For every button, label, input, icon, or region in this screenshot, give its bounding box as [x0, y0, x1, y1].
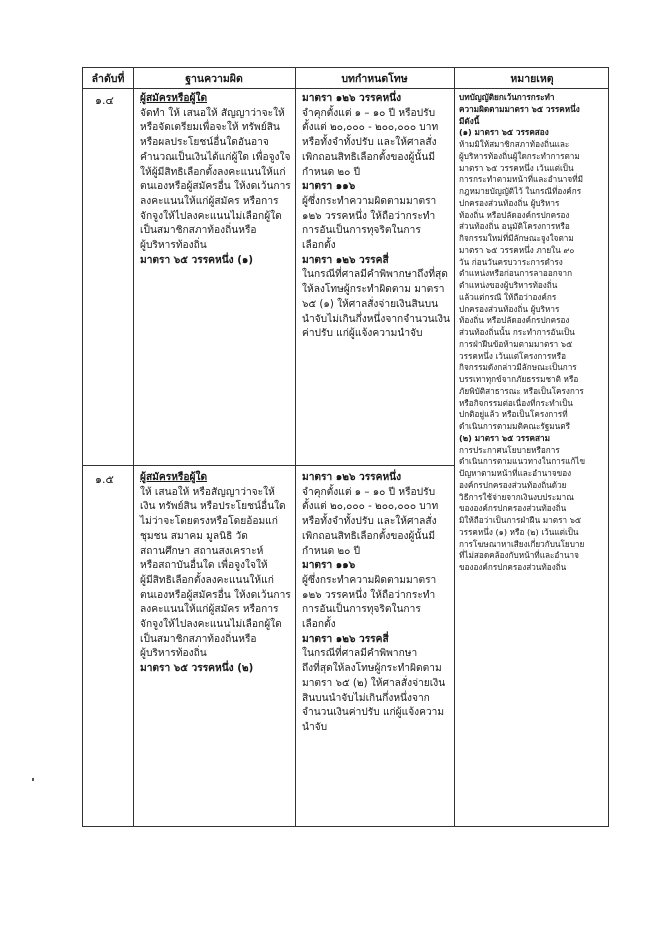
remark-line: การกระทำตามหน้าที่และอำนาจที่มี: [459, 174, 583, 185]
offense-line: เป็นสมาชิกสภาท้องถิ่นหรือ: [140, 633, 257, 645]
penalty-line: ถึงที่สุดให้ลงโทษผู้กระทำผิดตาม: [302, 663, 442, 675]
remark-line: ตำแหน่งของผู้บริหารท้องถิ่น: [459, 280, 558, 290]
penalty-line: ตั้งแต่ ๒๐,๐๐๐ - ๒๐๐,๐๐๐ บาท: [302, 122, 439, 134]
penalty-line: ผู้ซึ่งกระทำความผิดตามมาตรา: [302, 195, 437, 207]
remark-line: วรรคหนึ่ง เว้นแต่โครงการหรือ: [459, 350, 566, 361]
remark-line: ขององค์กรปกครองส่วนท้องถิ่น: [459, 503, 567, 514]
offense-line: จัดทำ ให้ เสนอให้ สัญญาว่าจะให้: [140, 107, 285, 119]
row-number: ๑.๕: [95, 473, 114, 486]
penalty-line: ค่าปรับ แก่ผู้แจ้งความนำจับ: [302, 328, 423, 340]
remark-line: ปกครองส่วนท้องถิ่น ผู้บริหาร: [459, 303, 560, 314]
remark-line: (๑) มาตรา ๖๕ วรรคสอง: [459, 127, 549, 138]
remark-line: วัน ก่อนวันครบวาระการดำรง: [459, 256, 563, 267]
remark-line: หรือกิจกรรมต่อเนื่องที่กระทำเป็น: [459, 397, 573, 408]
penalty-line: ๖๕ (๑) ให้ศาลสั่งจ่ายเงินสินบน: [302, 298, 439, 310]
penalty-line: การอันเป็นการทุจริตในการ: [302, 225, 421, 237]
remark-line: ส่วนท้องถิ่น อนุมัติโครงการหรือ: [459, 221, 570, 232]
remark-line: ความผิดตามมาตรา ๖๕ วรรคหนึ่ง: [459, 103, 580, 114]
penalty-line: เลือกตั้ง: [302, 240, 336, 252]
penalty-line: ๑๒๖ วรรคหนึ่ง ให้ถือว่ากระทำ: [302, 589, 436, 601]
offense-line: หรือสถาบันอื่นใด เพื่อจูงใจให้: [140, 560, 268, 572]
remark-line: มาตรา ๖๕ วรรคหนึ่ง เว้นแต่เป็น: [459, 162, 574, 173]
penalty-line: เพิกถอนสิทธิเลือกตั้งของผู้นั้นมี: [302, 530, 436, 542]
penalty-line: มาตรา ๑๑๖: [302, 181, 356, 193]
offense-line: ผู้บริหารท้องถิ่น: [140, 648, 207, 660]
remark-line: กิจกรรมดังกล่าวมีลักษณะเป็นการ: [459, 362, 577, 373]
remark-line: ผู้บริหารท้องถิ่นผู้ใดกระทำการตาม: [459, 150, 580, 161]
penalty-line: ๑๒๖ วรรคหนึ่ง ให้ถือว่ากระทำ: [302, 210, 436, 222]
remark-line: ตำแหน่งหรือก่อนการลาออกจาก: [459, 268, 573, 279]
column-divider: [454, 68, 455, 826]
penalty-cell: [302, 92, 450, 342]
penalty-line: กำหนด ๒๐ ปี: [302, 166, 361, 178]
offense-line: ชุมชน สมาคม มูลนิธิ วัด: [140, 530, 248, 542]
header-divider: [83, 88, 608, 89]
remark-line: บทบัญญัติยกเว้นการกระทำ: [459, 92, 555, 102]
offense-line: ให้ เสนอให้ หรือสัญญาว่าจะให้: [140, 486, 275, 498]
offense-line: ผู้บริหารท้องถิ่น: [140, 240, 207, 252]
offense-line: ตนเองหรือผู้สมัครอื่น ให้งดเว้นการ: [140, 589, 291, 601]
remark-line: ห้ามมิให้สมาชิกสภาท้องถิ่นและ: [459, 139, 570, 149]
offense-title: ผู้สมัครหรือผู้ใด: [140, 93, 208, 104]
remark-line: มิให้ถือว่าเป็นการฝ่าฝืน มาตรา ๖๕: [459, 515, 582, 525]
penalty-line: สินบนนำจับไม่เกินกึ่งหนึ่งจาก: [302, 692, 430, 704]
penalty-line: จำนวนเงินค่าปรับ แก่ผู้แจ้งความ: [302, 707, 445, 719]
offense-cell: [140, 471, 291, 677]
row-number: ๑.๔: [95, 94, 114, 107]
remark-line: ที่ไม่สอดคล้องกับหน้าที่และอำนาจ: [459, 550, 579, 561]
offense-title: ผู้สมัครหรือผู้ใด: [140, 472, 208, 483]
penalty-cell: [302, 471, 445, 736]
penalty-line: จำคุกตั้งแต่ ๑ – ๑๐ ปี หรือปรับ: [302, 486, 436, 498]
offense-line: จักจูงให้ไปลงคะแนนไม่เลือกผู้ใด: [140, 210, 282, 222]
penalty-line: ในกรณีที่ศาลมีคำพิพากษาถึงที่สุด: [302, 269, 448, 281]
remark-line: การฝ่าฝืนข้อห้ามตามมาตรา ๖๕: [459, 338, 573, 349]
remark-line: องค์กรปกครองส่วนท้องถิ่นด้วย: [459, 479, 567, 490]
remark-line: การโฆษณาหาเสียงเกี่ยวกับนโยบาย: [459, 538, 585, 549]
offense-line: ลงคะแนนให้แก่ผู้สมัคร หรือการ: [140, 195, 279, 207]
offense-line: เงิน ทรัพย์สิน หรือประโยชน์อื่นใด: [140, 501, 286, 513]
header-offense: ฐานความผิด: [185, 72, 243, 85]
header-remark: หมายเหตุ: [510, 72, 554, 85]
offense-line: ผู้มีสิทธิเลือกตั้งลงคะแนนให้แก่: [140, 574, 274, 586]
penalty-line: หรือทั้งจำทั้งปรับ และให้ศาลสั่ง: [302, 516, 437, 528]
penalty-line: เลือกตั้ง: [302, 619, 336, 631]
remark-line: มาตรา ๖๕ วรรคหนึ่ง ภายใน ๙๐: [459, 244, 575, 255]
penalty-line: มาตรา ๑๒๖ วรรคสี่: [302, 633, 389, 645]
penalty-line: ในกรณีที่ศาลมีคำพิพากษา: [302, 648, 418, 660]
offense-line: หรือผลประโยชน์อื่นใดอันอาจ: [140, 137, 269, 149]
penalty-line: กำหนด ๒๐ ปี: [302, 545, 361, 557]
header-no: ลำดับที่: [91, 72, 125, 85]
offense-line: ตนเองหรือผู้สมัครอื่น ให้งดเว้นการ: [140, 181, 291, 193]
remark-line: (๒) มาตรา ๖๕ วรรคสาม: [459, 432, 550, 443]
row-divider: [83, 465, 454, 466]
offense-line: หรือจัดเตรียมเพื่อจะให้ ทรัพย์สิน: [140, 122, 280, 134]
penalty-line: การอันเป็นการทุจริตในการ: [302, 604, 421, 616]
offense-line: ให้ผู้มีสิทธิเลือกตั้งลงคะแนนให้แก่: [140, 166, 286, 178]
offense-line: ลงคะแนนให้แก่ผู้สมัคร หรือการ: [140, 604, 279, 616]
remark-cell: [459, 92, 585, 574]
offense-section: มาตรา ๖๕ วรรคหนึ่ง (๒): [140, 663, 254, 675]
remark-line: วิธีการใช้จ่ายจากเงินงบประมาณ: [459, 491, 574, 502]
penalty-line: หรือทั้งจำทั้งปรับ และให้ศาลสั่ง: [302, 137, 437, 149]
penalty-line: ผู้ซึ่งกระทำความผิดตามมาตรา: [302, 574, 437, 586]
header-penalty: บทกำหนดโทษ: [341, 72, 408, 85]
offense-table: [82, 67, 609, 827]
penalty-line: ตั้งแต่ ๒๐,๐๐๐ - ๒๐๐,๐๐๐ บาท: [302, 501, 439, 513]
remark-line: ปกติอยู่แล้ว หรือเป็นโครงการที่: [459, 409, 568, 420]
remark-line: ท้องถิ่น หรือปลัดองค์กรปกครอง: [459, 209, 570, 220]
remark-line: กฎหมายบัญญัติไว้ ในกรณีที่องค์กร: [459, 186, 582, 196]
offense-line: สถานศึกษา สถานสงเคราะห์: [140, 545, 264, 557]
offense-line: ไม่ว่าจะโดยตรงหรือโดยอ้อมแก่: [140, 516, 278, 528]
penalty-line: นำจับ: [302, 721, 328, 733]
remark-line: ภัยพิบัติสาธารณะ หรือเป็นโครงการ: [459, 385, 584, 396]
remark-line: วรรคหนึ่ง (๑) หรือ (๒) เว้นแต่เป็น: [459, 526, 579, 537]
penalty-line: จำคุกตั้งแต่ ๑ – ๑๐ ปี หรือปรับ: [302, 107, 436, 119]
remark-line: ดำเนินการตามแนวทางในการแก้ไข: [459, 456, 586, 467]
penalty-line: เพิกถอนสิทธิเลือกตั้งของผู้นั้นมี: [302, 151, 436, 163]
penalty-line: มาตรา ๑๒๖ วรรคหนึ่ง: [302, 93, 402, 104]
offense-text: [140, 107, 291, 254]
remark-line: ปกครองส่วนท้องถิ่น ผู้บริหาร: [459, 197, 560, 208]
column-divider: [133, 68, 134, 826]
offense-line: คำนวณเป็นเงินได้แก่ผู้ใด เพื่อจูงใจ: [140, 151, 291, 163]
remark-line: แล้วแต่กรณี ให้ถือว่าองค์กร: [459, 291, 557, 302]
remark-line: ขององค์กรปกครองส่วนท้องถิ่น: [459, 562, 567, 572]
penalty-line: ให้ลงโทษผู้กระทำผิดตาม มาตรา: [302, 284, 445, 296]
remark-line: การประกาศนโยบายหรือการ: [459, 444, 560, 455]
remark-line: ดำเนินการตามมติคณะรัฐมนตรี: [459, 421, 570, 431]
penalty-line: มาตรา ๑๒๖ วรรคหนึ่ง: [302, 472, 402, 483]
penalty-line: มาตรา ๑๒๖ วรรคสี่: [302, 254, 389, 266]
column-divider: [295, 68, 296, 826]
remark-line: บรรเทาทุกข์จากภัยธรรมชาติ หรือ: [459, 374, 579, 384]
remark-line: ส่วนท้องถิ่นนั้น กระทำการอันเป็น: [459, 327, 575, 337]
penalty-line: นำจับไม่เกินกึ่งหนึ่งจากจำนวนเงิน: [302, 313, 450, 325]
remark-line: ปัญหาตามหน้าที่และอำนาจของ: [459, 468, 572, 478]
scan-mark: [32, 778, 34, 781]
offense-line: เป็นสมาชิกสภาท้องถิ่นหรือ: [140, 225, 257, 237]
offense-text: [140, 486, 291, 662]
remark-line: มีดังนี้: [459, 115, 480, 126]
offense-section: มาตรา ๖๕ วรรคหนึ่ง (๑): [140, 254, 253, 266]
remark-line: กิจกรรมใหม่ที่มีลักษณะจูงใจตาม: [459, 233, 574, 243]
penalty-line: มาตรา ๖๕ (๒) ให้ศาลสั่งจ่ายเงิน: [302, 677, 446, 689]
penalty-line: มาตรา ๑๑๖: [302, 560, 356, 572]
remark-line: ท้องถิ่น หรือปลัดองค์กรปกครอง: [459, 315, 570, 326]
offense-line: จักจูงให้ไปลงคะแนนไม่เลือกผู้ใด: [140, 619, 282, 631]
offense-cell: [140, 92, 291, 268]
